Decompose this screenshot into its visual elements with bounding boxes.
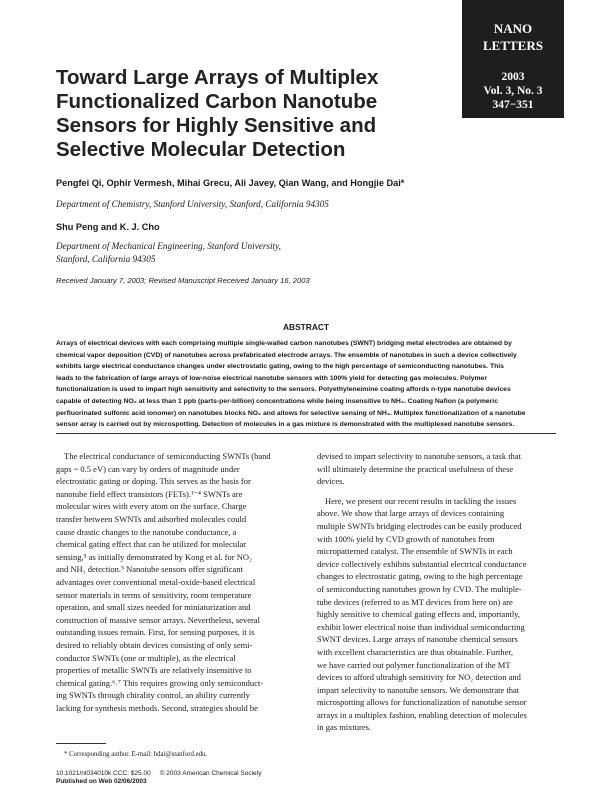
body-line: changes to electrostatic gating, owing to the high percentage [317, 571, 523, 582]
journal-year: 2003 [501, 71, 525, 83]
title-line: Toward Large Arrays of Multiplex [56, 66, 379, 89]
body-line: sensor materials in terms of sensitivity, room temperature [56, 589, 252, 600]
body-line: transfer between SWNTs and adsorbed molecules could [56, 513, 247, 524]
body-line: molecular wires with every atom on the surface. Charge [56, 501, 247, 512]
body-line: chemical gating effect that can be utilized for molecular [56, 539, 247, 550]
abstract-line: chemical vapor deposition (CVD) of nanotubes across prefabricated electrode arrays. The ensemble of nanotubes in such a device collectively [56, 351, 517, 359]
affiliation-secondary [56, 240, 281, 265]
journal-name-line: NANO [493, 21, 533, 36]
body-line: we have carried out polymer functionalization of the MT [317, 659, 511, 670]
abstract-line: leads to the fabrication of large arrays of low-noise electrical nanotube sensors with 100% yield for detecting gas molecules. Polymer [56, 374, 487, 382]
body-line: of semiconducting nanotubes grown by CVD. The multiple- [317, 583, 522, 594]
title-line: Functionalized Carbon Nanotube [56, 90, 378, 113]
body-line: ing SWNTs through chirality control, an ability currently [56, 690, 250, 701]
author-list-secondary: Shu Peng and K. J. Cho [56, 222, 160, 232]
abstract-heading: ABSTRACT [282, 322, 330, 332]
body-line: outstanding issues remain. First, for sensing purposes, it is [56, 627, 255, 638]
journal-badge [462, 0, 564, 118]
body-line: advantages over conventional metal-oxide-based electrical [56, 576, 256, 587]
affiliation-line: Stanford, California 94305 [56, 253, 156, 264]
body-line: sensing,⁵ as initially demonstrated by Kong et al. for NO₂ [56, 551, 252, 562]
body-line: highly sensitive to chemical gating effects and, importantly, [317, 609, 521, 620]
body-column-right [317, 450, 557, 734]
paper-title [56, 66, 456, 162]
body-line: construction of massive sensor arrays. Nevertheless, several [56, 614, 260, 625]
journal-volume: Vol. 3, No. 3 [483, 85, 543, 97]
author-list-primary: Pengfei Qi, Ophir Vermesh, Mihai Grecu, Ali Javey, Qian Wang, and Hongjie Dai* [56, 178, 405, 188]
body-line: arrays in a multiplex fashion, enabling detection of molecules [317, 709, 527, 720]
footnote-divider [56, 743, 106, 744]
affiliation-line: Department of Mechanical Engineering, Stanford University, [56, 241, 281, 251]
journal-name [462, 20, 564, 54]
body-line: devices to afford ultrahigh sensitivity for NO₂ detection and [317, 672, 521, 683]
body-line: lacking for synthesis methods. Second, strategies should be [56, 702, 258, 713]
body-line: operation, and small sizes needed for miniaturization and [56, 602, 251, 613]
publication-date: Published on Web 02/06/2003 [56, 778, 147, 785]
doi-copyright-line: 10.1021/nl034010k CCC: $25.00 © 2003 American Chemical Society [56, 770, 262, 777]
body-line: conductor SWNTs (one or multiple), as the electrical [56, 652, 236, 663]
body-line: cause drastic changes to the nanotube conductance, a [56, 526, 237, 537]
body-line: with 100% yield by CVD growth of nanotubes from [317, 533, 495, 544]
body-line: electrostatic gating or doping. This serves as the basis for [56, 476, 251, 487]
body-line: properties of metallic SWNTs are relatively insensitive to [56, 665, 252, 676]
body-line: nanotube field effect transistors (FETs).¹⁻⁴ SWNTs are [56, 488, 243, 499]
abstract-text [56, 338, 556, 431]
paragraph-spacer [317, 488, 557, 495]
body-line: will ultimately determine the practical usefulness of these [317, 463, 514, 474]
journal-name-line: LETTERS [483, 38, 543, 53]
abstract-line: exhibits large electrical conductance changes under electrostatic gating, owing to the high percentage of semiconducting nanotubes. This [56, 363, 504, 371]
affiliation-primary: Department of Chemistry, Stanford University, Stanford, California 94305 [56, 199, 329, 209]
abstract-line: capable of detecting NO₂ at less than 1 ppb (parts-per-billion) concentrations while being insensitive to NH₃. Coating Nafion (a polymeric [56, 397, 498, 405]
abstract-line: Arrays of electrical devices with each comprising multiple single-walled carbon nanotubes (SWNT) bridging metal electrodes are obtained by [56, 340, 512, 347]
body-line: SWNT devices. Large arrays of nanotube chemical sensors [317, 634, 518, 645]
body-line: impart selectivity to nanotube sensors. We demonstrate that [317, 684, 520, 695]
abstract-line: functionalization is used to impart high sensitivity and selectivity to the sensors. Polyethyleneimine coating affords n-type nanotube devices [56, 386, 511, 394]
body-line: with excellent characteristics are thus obtainable. Further, [317, 646, 514, 657]
body-line: above. We show that large arrays of devices containing [317, 508, 505, 519]
journal-issue-info [462, 70, 564, 112]
body-line: gaps ~ 0.5 eV) can vary by orders of magnitude under [56, 463, 240, 474]
title-line: Selective Molecular Detection [56, 138, 346, 161]
body-line: chemical gating.⁶˒⁷ This requires growing only semiconduct- [56, 677, 264, 688]
journal-pages: 347−351 [492, 99, 534, 111]
abstract-divider [56, 433, 556, 434]
body-column-left [56, 450, 296, 714]
body-line: devices. [317, 476, 345, 487]
body-line: tube devices (referred to as MT devices from here on) are [317, 596, 513, 607]
body-line: desired to reliably obtain devices consisting of only semi- [56, 639, 253, 650]
title-line: Sensors for Highly Sensitive and [56, 114, 377, 137]
received-dates: Received January 7, 2003; Revised Manuscript Received January 16, 2003 [56, 276, 310, 285]
corresponding-author-footnote: * Corresponding author. E-mail: hdai@stanford.edu. [64, 751, 208, 758]
body-line: in gas mixtures. [317, 722, 372, 733]
body-line: microspotting allows for functionalization of nanotube sensor [317, 697, 527, 708]
body-line: The electrical conductance of semiconducting SWNTs (band [64, 451, 271, 461]
body-line: Here, we present our recent results in tackling the issues [325, 495, 517, 506]
body-line: micropatterned catalyst. The ensemble of SWNTs in each [317, 546, 513, 557]
body-line: and NH₃ detection.⁵ Nanotube sensors offer significant [56, 564, 243, 575]
body-line: exhibit lower electrical noise than individual semiconducting [317, 621, 525, 632]
body-line: device collectively exhibits substantial electrical conductance [317, 558, 527, 569]
body-line: devised to impart selectivity to nanotube sensors, a task that [317, 451, 521, 461]
body-line: multiple SWNTs bridging electrodes can be easily produced [317, 520, 522, 531]
abstract-line: sensor array is carried out by microspotting. Detection of molecules in a gas mixture is demonstrated with the multiplexed nanotube sensors. [56, 421, 515, 429]
abstract-line: perfluorinated sulfonic acid ionomer) on nanotubes blocks NO₂ and allows for selective sensing of NH₃. Multiplex functionalization of a nanotube [56, 409, 526, 417]
